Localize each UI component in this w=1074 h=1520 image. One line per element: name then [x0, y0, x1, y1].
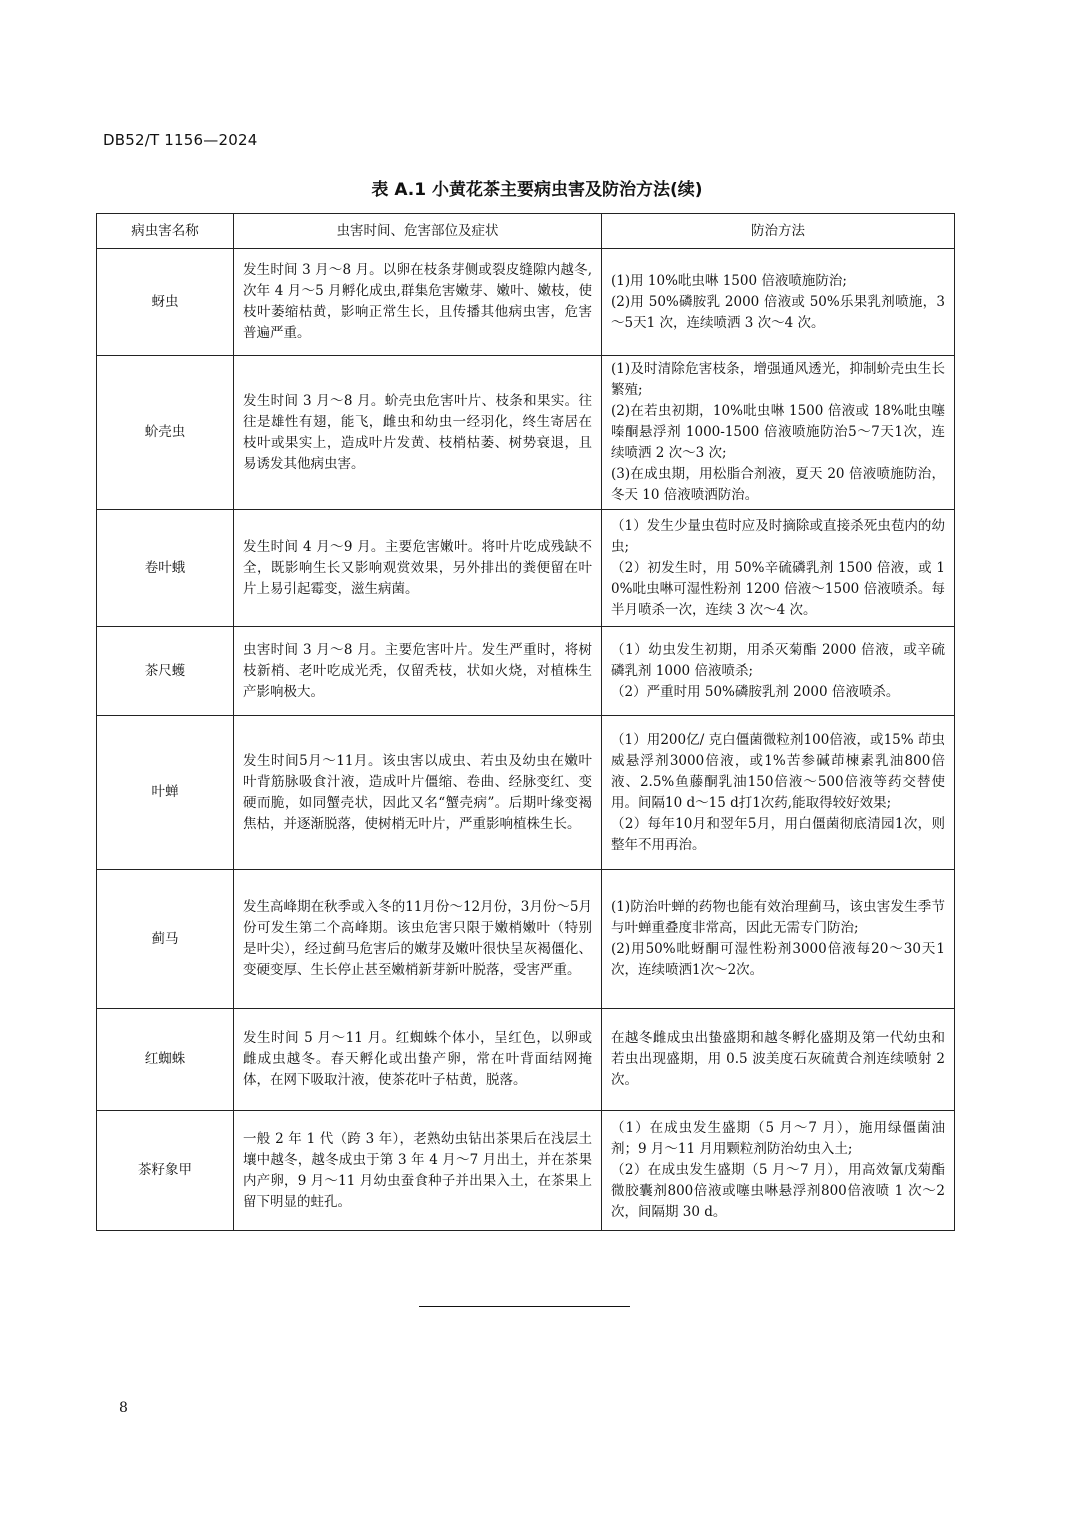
pest-methods — [602, 510, 955, 627]
pest-methods — [602, 627, 955, 716]
page-number: 8 — [119, 1400, 128, 1416]
footer-end-rule — [419, 1306, 630, 1307]
pest-name: 蓟马 — [97, 870, 234, 1009]
pest-name: 蚜虫 — [97, 249, 234, 356]
pest-name: 叶蝉 — [97, 716, 234, 870]
pest-methods — [602, 870, 955, 1009]
table-row — [97, 1009, 955, 1111]
table-row — [97, 249, 955, 356]
pest-symptoms: 发生时间 5 月～11 月。红蜘蛛个体小，呈红色，以卵或雌成虫越冬。春天孵化或出蛰产卵，常在叶背面结网掩体，在网下吸取汁液，使茶花叶子枯黄，脱落。 — [234, 1009, 602, 1111]
method-item: (2)用50%吡蚜酮可湿性粉剂3000倍液每20～30天1次，连续喷洒1次～2次。 — [611, 941, 945, 978]
pest-symptoms: 发生高峰期在秋季或入冬的11月份～12月份，3月份～5月份可发生第二个高峰期。该虫危害只限于嫩梢嫩叶（特别是叶尖），经过蓟马危害后的嫩芽及嫩叶很快呈灰褐僵化、变硬变厚、生长停止甚至嫩梢新芽新叶脱落，受害严重。 — [234, 870, 602, 1009]
pest-symptoms: 发生时间 3 月～8 月。以卵在枝条芽侧或裂皮缝隙内越冬,次年 4 月～5 月孵化成虫,群集危害嫩芽、嫩叶、嫩枝，使枝叶萎缩枯黄，影响正常生长，且传播其他病虫害，危害普遍严重。 — [234, 249, 602, 356]
method-item: （1）发生少量虫苞时应及时摘除或直接杀死虫苞内的幼虫; — [611, 517, 945, 555]
pest-symptoms: 发生时间5月～11月。该虫害以成虫、若虫及幼虫在嫩叶叶背筋脉吸食汁液，造成叶片僵缩、卷曲、经脉变红、变硬而脆，如同蟹壳状，因此又名“蟹壳病”。后期叶缘变褐焦枯，并逐渐脱落，使树梢无叶片，严重影响植株生长。 — [234, 716, 602, 870]
pest-name: 茶籽象甲 — [97, 1111, 234, 1231]
table-row — [97, 510, 955, 627]
pest-name: 红蜘蛛 — [97, 1009, 234, 1111]
method-item: （2）严重时用 50%磷胺乳剂 2000 倍液喷杀。 — [611, 683, 900, 700]
method-item: (3)在成虫期，用松脂合剂液，夏天 20 倍液喷施防治，冬天 10 倍液喷洒防治。 — [611, 466, 945, 503]
pest-symptoms: 发生时间 3 月～8 月。蚧壳虫危害叶片、枝条和果实。往往是雄性有翅，能飞，雌虫和幼虫一经羽化，终生寄居在枝叶或果实上，造成叶片发黄、枝梢枯萎、树势衰退，且易诱发其他病虫害。 — [234, 356, 602, 510]
method-item: (2)在若虫初期，10%吡虫啉 1500 倍液或 18%吡虫噻嗪酮悬浮剂 1000-1500 倍液喷施防治5～7天1次，连续喷洒 2 次～3 次; — [611, 403, 945, 461]
method-item: (1)及时清除危害枝条，增强通风透光，抑制蚧壳虫生长繁殖; — [611, 361, 945, 398]
document-code: DB52/T 1156—2024 — [103, 131, 258, 149]
method-item: （1）幼虫发生初期，用杀灭菊酯 2000 倍液，或辛硫磷乳剂 1000 倍液喷杀; — [611, 641, 945, 679]
pest-name: 茶尺蠖 — [97, 627, 234, 716]
pest-methods — [602, 1009, 955, 1111]
method-item: (2)用 50%磷胺乳 2000 倍液或 50%乐果乳剂喷施，3～5天1 次，连续喷洒 3 次～4 次。 — [611, 293, 945, 331]
pest-methods — [602, 249, 955, 356]
table-title: 表 A.1 小黄花茶主要病虫害及防治方法(续) — [371, 180, 703, 200]
pest-methods — [602, 356, 955, 510]
method-item: （2）每年10月和翌年5月，用白僵菌彻底清园1次，则整年不用再治。 — [611, 815, 945, 853]
table-row — [97, 627, 955, 716]
pest-methods — [602, 716, 955, 870]
pest-symptoms: 发生时间 4 月～9 月。主要危害嫩叶。将叶片吃成残缺不全，既影响生长又影响观赏效果，另外排出的粪便留在叶片上易引起霉变，滋生病菌。 — [234, 510, 602, 627]
method-item: （2）在成虫发生盛期（5 月～7 月），用高效氰戊菊酯微胶囊剂800倍液或噻虫啉悬浮剂800倍液喷 1 次～2 次，间隔期 30 d。 — [611, 1162, 945, 1220]
table-row — [97, 870, 955, 1009]
column-header-name: 病虫害名称 — [97, 214, 234, 249]
method-item: （1）用200亿/ 克白僵菌微粒剂100倍液，或15% 茚虫威悬浮剂3000倍液，或1%苦参碱茚楝素乳油800倍液、2.5%鱼藤酮乳油150倍液～500倍液等药交替使用。间隔10 d～15 d打1次药,能取得较好效果; — [611, 731, 945, 811]
table-header-row — [97, 214, 955, 249]
column-header-symptoms: 虫害时间、危害部位及症状 — [234, 214, 602, 249]
method-item: （2）初发生时，用 50%辛硫磷乳剂 1500 倍液，或 10%吡虫啉可湿性粉剂 1200 倍液～1500 倍液喷杀。每半月喷杀一次，连续 3 次～4 次。 — [611, 559, 945, 618]
pest-name: 蚧壳虫 — [97, 356, 234, 510]
table-row — [97, 716, 955, 870]
method-item: (1)防治叶蝉的药物也能有效治理蓟马，该虫害发生季节与叶蝉重叠度非常高，因此无需专门防治; — [611, 899, 945, 936]
method-item: （1）在成虫发生盛期（5 月～7 月），施用绿僵菌油剂；9 月～11 月用颗粒剂防治幼虫入土; — [611, 1120, 945, 1157]
pest-control-table — [96, 213, 955, 1231]
pest-symptoms: 虫害时间 3 月～8 月。主要危害叶片。发生严重时，将树枝新梢、老叶吃成光秃，仅留秃枝，状如火烧，对植株生产影响极大。 — [234, 627, 602, 716]
pest-methods — [602, 1111, 955, 1231]
pest-symptoms: 一般 2 年 1 代（跨 3 年），老熟幼虫钻出茶果后在浅层土壤中越冬，越冬成虫于第 3 年 4 月～7 月出土，并在茶果内产卵，9 月～11 月幼虫蚕食种子并出果入土，在茶果上留下明显的蛀孔。 — [234, 1111, 602, 1231]
pest-name: 卷叶蛾 — [97, 510, 234, 627]
column-header-methods: 防治方法 — [602, 214, 955, 249]
method-item: 在越冬雌成虫出蛰盛期和越冬孵化盛期及第一代幼虫和若虫出现盛期，用 0.5 波美度石灰硫黄合剂连续喷射 2 次。 — [611, 1030, 945, 1088]
table-row — [97, 356, 955, 510]
table-row — [97, 1111, 955, 1231]
method-item: (1)用 10%吡虫啉 1500 倍液喷施防治; — [611, 272, 847, 289]
